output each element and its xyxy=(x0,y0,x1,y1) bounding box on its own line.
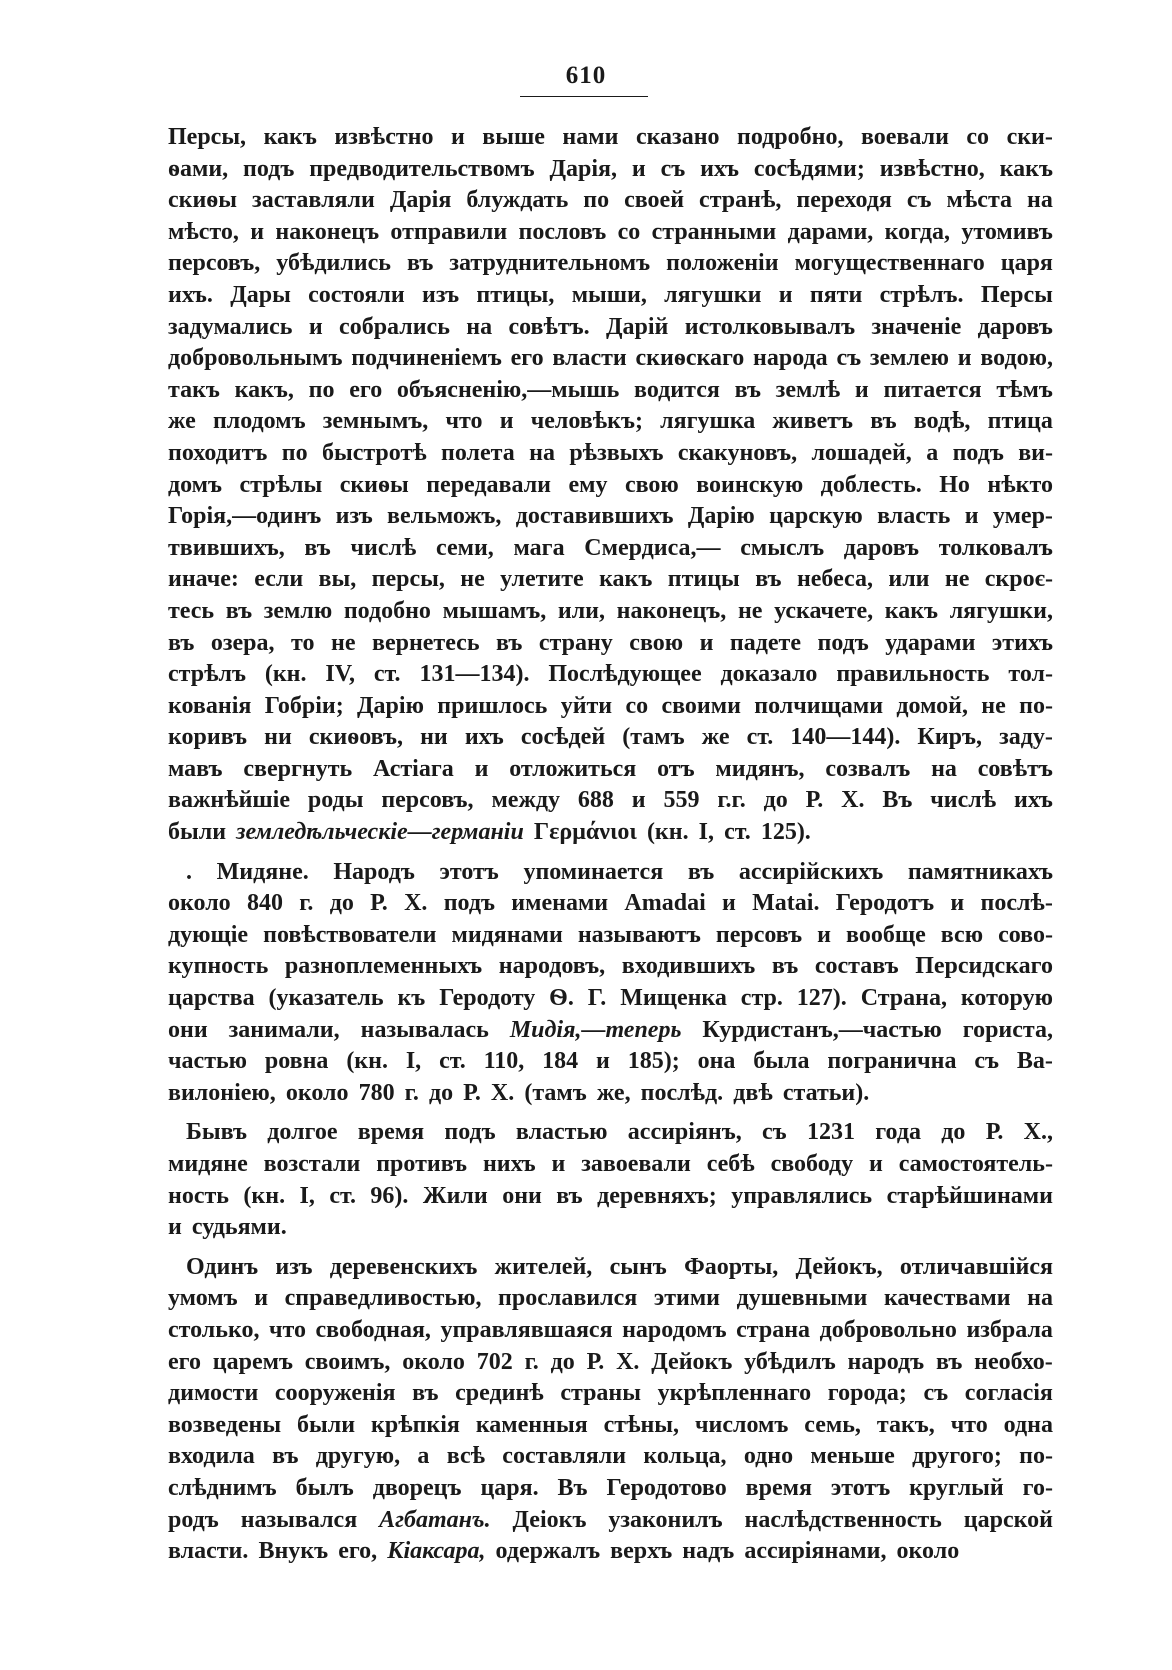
text-line: кованія Гобріи; Дарію пришлось уйти со своими полчищами домой, не по- xyxy=(168,692,1053,719)
text-line: персовъ, убѣдились въ затруднительномъ положеніи могущественнаго царя xyxy=(168,250,1053,277)
text-line: задумались и собрались на совѣтъ. Дарій истолковывалъ значеніе даровъ xyxy=(168,313,1053,340)
text-line: стрѣлъ (кн. IV, ст. 131—134). Послѣдующее доказало правильность тол- xyxy=(168,661,1053,688)
page-number: 610 xyxy=(565,62,607,89)
text-line: важнѣйшіе роды персовъ, между 688 и 559 г.г. до Р. Х. Въ числѣ ихъ xyxy=(168,787,1053,814)
text-line: частью ровна (кн. I, ст. 110, 184 и 185); она была погранична съ Ва- xyxy=(168,1048,1053,1075)
text-line: Бывъ долгое время подъ властью ассиріянъ, съ 1231 года до Р. Х., xyxy=(186,1119,1053,1146)
paragraph xyxy=(168,1252,1053,1568)
text-line: твившихъ, въ числѣ семи, мага Смердиса,— смыслъ даровъ толковалъ xyxy=(168,534,1053,561)
text-line: и судьями. xyxy=(168,1214,287,1241)
text-line: умомъ и справедливостью, прославился этими душевными качествами на xyxy=(168,1285,1053,1312)
text-line: около 840 г. до Р. Х. подъ именами Amadai и Matai. Геродотъ и послѣ- xyxy=(168,890,1053,917)
text-line: слѣднимъ былъ дворецъ царя. Въ Геродотово время этотъ круглый го- xyxy=(168,1474,1053,1501)
text-line: скиѳы заставляли Дарія блуждать по своей странѣ, переходя съ мѣста на xyxy=(168,187,1053,214)
paragraph xyxy=(168,857,1053,1110)
text-line: его царемъ своимъ, около 702 г. до Р. Х. Дейокъ убѣдилъ народъ въ необхо- xyxy=(168,1348,1053,1375)
text-line: возведены были крѣпкія каменныя стѣны, числомъ семь, такъ, что одна xyxy=(168,1411,1053,1438)
text-line: власти. Внукъ его, Кіаксара, одержалъ верхъ надъ ассиріянами, около xyxy=(168,1538,960,1565)
text-line: купность разноплеменныхъ народовъ, входившихъ въ составъ Персидскаго xyxy=(168,953,1053,980)
text-line: иначе: если вы, персы, не улетите какъ птицы въ небеса, или не скроє- xyxy=(168,566,1053,593)
text-line: . Мидяне. Народъ этотъ упоминается въ ассирійскихъ памятникахъ xyxy=(186,858,1053,885)
text-line: ность (кн. I, ст. 96). Жили они въ деревняхъ; управлялись старѣйшинами xyxy=(168,1182,1053,1209)
body-text xyxy=(168,122,1053,1568)
paragraph xyxy=(168,1117,1053,1243)
paragraph xyxy=(168,122,1053,849)
text-line: мидяне возстали противъ нихъ и завоевали себѣ свободу и самостоятель- xyxy=(168,1151,1053,1177)
text-line: коривъ ни скиѳовъ, ни ихъ сосѣдей (тамъ же ст. 140—144). Киръ, заду- xyxy=(168,724,1053,751)
text-line: дующіе повѣствователи мидянами называютъ персовъ и вообще всю сово- xyxy=(168,921,1053,948)
text-line: ѳами, подъ предводительствомъ Дарія, и съ ихъ сосѣдями; извѣстно, какъ xyxy=(168,155,1053,182)
text-line: входила въ другую, а всѣ составляли кольца, одно меньше другого; по- xyxy=(168,1443,1053,1470)
text-line: были земледѣльческіе—германіи Γερμάνιοι (кн. I, ст. 125). xyxy=(168,819,811,846)
text-line: походитъ по быстротѣ полета на рѣзвыхъ скакуновъ, лошадей, а подъ ви- xyxy=(168,439,1053,466)
text-line: въ озера, то не вернетесь въ страну свою и падете подъ ударами этихъ xyxy=(168,629,1053,656)
text-line: вилоніею, около 780 г. до Р. Х. (тамъ же, послѣд. двѣ статьи). xyxy=(168,1079,870,1106)
text-line: Персы, какъ извѣстно и выше нами сказано подробно, воевали со ски- xyxy=(168,124,1053,150)
text-line: они занимали, называлась Мидія,—теперь Курдистанъ,—частью гориста, xyxy=(168,1016,1053,1043)
text-line: тесь въ землю подобно мышамъ, или, наконецъ, не ускачете, какъ лягушки, xyxy=(168,597,1053,624)
text-line: ихъ. Дары состояли изъ птицы, мыши, лягушки и пяти стрѣлъ. Персы xyxy=(168,281,1053,308)
text-line: же плодомъ земнымъ, что и человѣкъ; лягушка живетъ въ водѣ, птица xyxy=(168,408,1053,435)
text-line: царства (указатель къ Геродоту Ѳ. Г. Мищенка стр. 127). Страна, которую xyxy=(168,985,1053,1012)
text-line: домъ стрѣлы скиѳы передавали ему свою воинскую доблесть. Но нѣкто xyxy=(168,471,1053,498)
text-line: такъ какъ, по его объясненію,—мышь водится въ землѣ и питается тѣмъ xyxy=(168,376,1053,403)
header-rule xyxy=(520,96,648,97)
text-line: Одинъ изъ деревенскихъ жителей, сынъ Фаорты, Дейокъ, отличавшійся xyxy=(186,1253,1053,1280)
text-line: Горія,—одинъ изъ вельможъ, доставившихъ Дарію царскую власть и умер- xyxy=(168,503,1053,530)
text-line: мѣсто, и наконецъ отправили пословъ со странными дарами, когда, утомивъ xyxy=(168,218,1053,245)
text-line: родъ назывался Агбатанъ. Деіокъ узаконилъ наслѣдственность царской xyxy=(168,1506,1053,1533)
text-line: добровольнымъ подчиненіемъ его власти скиѳскаго народа съ землею и водою, xyxy=(168,345,1053,372)
text-line: столько, что свободная, управлявшаяся народомъ страна добровольно избрала xyxy=(168,1316,1053,1343)
text-line: мавъ свергнуть Астіага и отложиться отъ мидянъ, созвалъ на совѣтъ xyxy=(168,755,1053,782)
text-line: димости сооруженія въ срединѣ страны укрѣпленнаго города; съ согласія xyxy=(168,1380,1053,1407)
